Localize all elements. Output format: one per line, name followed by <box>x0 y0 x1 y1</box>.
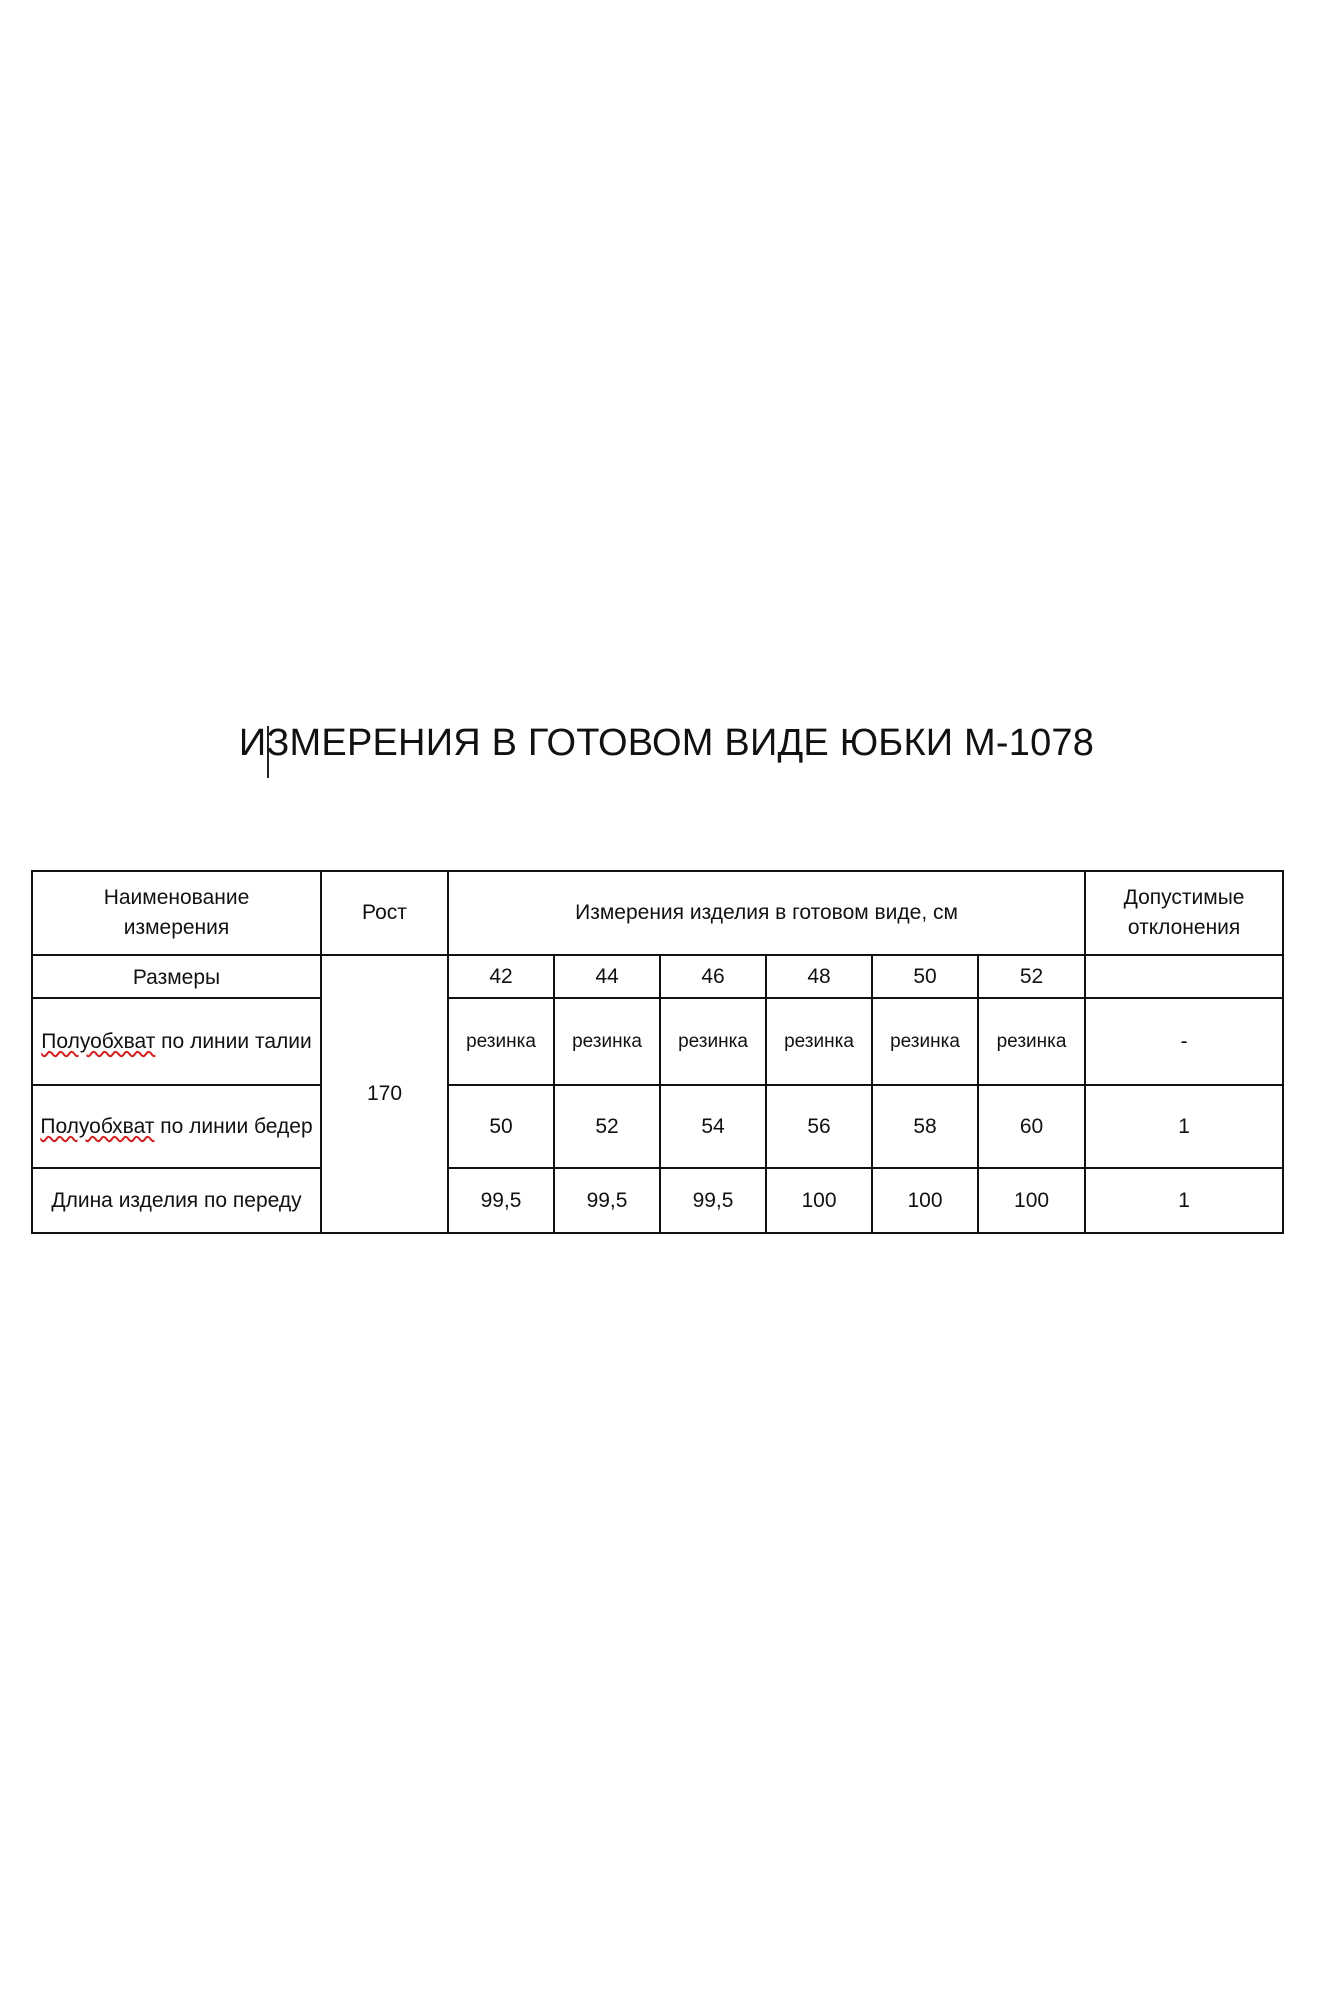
value-cell: 52 <box>554 1085 660 1168</box>
row-label <box>32 998 321 1085</box>
spellcheck-word: Полуобхват <box>41 1029 156 1053</box>
size-cell: 46 <box>660 955 766 998</box>
value-cell: 58 <box>872 1085 978 1168</box>
size-tolerance-empty-cell <box>1085 955 1283 998</box>
row-label-text: по линии талии <box>155 1029 312 1053</box>
value-cell: 54 <box>660 1085 766 1168</box>
value-cell: 100 <box>766 1168 872 1233</box>
row-label-text: Длина изделия по переду <box>51 1188 302 1212</box>
table-row <box>32 1168 1283 1233</box>
size-cell: 44 <box>554 955 660 998</box>
value-cell: 60 <box>978 1085 1085 1168</box>
table-row <box>32 998 1283 1085</box>
tolerance-cell: 1 <box>1085 1085 1283 1168</box>
header-name-cell: Наименование измерения <box>32 871 321 955</box>
row-label-text: по линии бедер <box>154 1114 313 1138</box>
value-cell: резинка <box>766 998 872 1085</box>
header-measurements-cell: Измерения изделия в готовом виде, см <box>448 871 1085 955</box>
value-cell: резинка <box>978 998 1085 1085</box>
row-label <box>32 1085 321 1168</box>
value-cell: резинка <box>448 998 554 1085</box>
value-cell: 56 <box>766 1085 872 1168</box>
value-cell: резинка <box>872 998 978 1085</box>
sizes-label-cell: Размеры <box>32 955 321 998</box>
header-height-cell: Рост <box>321 871 448 955</box>
size-cell: 52 <box>978 955 1085 998</box>
page-title: ИЗМЕРЕНИЯ В ГОТОВОМ ВИДЕ ЮБКИ М-1078 <box>238 722 1095 764</box>
value-cell: 99,5 <box>554 1168 660 1233</box>
header-tolerance-cell: Допустимые отклонения <box>1085 871 1283 955</box>
table-header-row <box>32 871 1283 955</box>
value-cell: 100 <box>978 1168 1085 1233</box>
tolerance-cell: - <box>1085 998 1283 1085</box>
value-cell: 100 <box>872 1168 978 1233</box>
measurements-table <box>31 870 1284 1234</box>
value-cell: 99,5 <box>448 1168 554 1233</box>
sizes-row <box>32 955 1283 998</box>
row-label <box>32 1168 321 1233</box>
value-cell: 50 <box>448 1085 554 1168</box>
size-cell: 42 <box>448 955 554 998</box>
table-row <box>32 1085 1283 1168</box>
value-cell: резинка <box>660 998 766 1085</box>
spellcheck-word: Полуобхват <box>40 1114 155 1138</box>
tolerance-cell: 1 <box>1085 1168 1283 1233</box>
height-value-cell: 170 <box>321 955 448 1233</box>
value-cell: 99,5 <box>660 1168 766 1233</box>
size-cell: 48 <box>766 955 872 998</box>
size-cell: 50 <box>872 955 978 998</box>
value-cell: резинка <box>554 998 660 1085</box>
